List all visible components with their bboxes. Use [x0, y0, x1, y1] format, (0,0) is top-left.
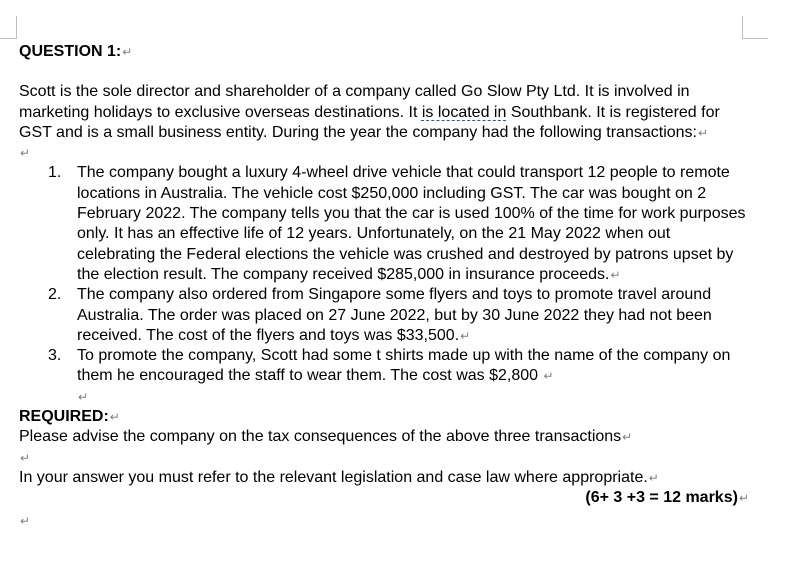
required-instruction: Please advise the company on the tax consequences of the above three transactions↵: [19, 428, 633, 446]
blank-paragraph: [19, 387, 749, 407]
list-number: 2.: [48, 286, 62, 304]
paragraph-mark-icon: ↵: [543, 369, 554, 384]
paragraph-mark-icon: ↵: [648, 470, 659, 485]
paragraph-mark-icon: ↵: [20, 146, 31, 161]
grammar-flag[interactable]: is located in: [421, 103, 507, 121]
paragraph-mark-icon: ↵: [622, 430, 633, 445]
document-body[interactable]: [19, 42, 749, 531]
required-heading: REQUIRED:↵: [19, 408, 120, 426]
paragraph-mark-icon: ↵: [122, 45, 133, 59]
margin-corner-top-left: [0, 38, 16, 39]
blank-paragraph: [19, 143, 749, 163]
blank-paragraph: [19, 511, 749, 531]
question-heading: QUESTION 1:↵: [19, 43, 133, 60]
blank-paragraph: [19, 448, 749, 468]
required-note: In your answer you must refer to the relevant legislation and case law where appropriate.↵: [19, 468, 659, 486]
list-item: 1. The company bought a luxury 4-wheel drive vehicle that could transport 12 people to remote locations in Australia. The vehicle cost $250,000 including GST. The car was bought on 2 February 2022. The company tells you that the car is used 100% of the time for work purposes only. It has an effective life of 12 years. Unfortunately, on the 21 May 2022 when out celebrating the Federal elections the vehicle was crushed and destroyed by patrons upset by the election result. The company received $285,000 in insurance proceeds.↵: [48, 164, 746, 283]
intro-paragraph: Scott is the sole director and shareholder of a company called Go Slow Pty Ltd. It is involved in marketing holidays to exclusive overseas destinations. It is located in Southbank. It is registered for GST and is a small business entity. During the year the company had the following transactions:↵: [19, 83, 720, 141]
marks-allocation: (6+ 3 +3 = 12 marks)↵: [585, 489, 749, 507]
margin-corner-top-right: [742, 16, 743, 39]
paragraph-mark-icon: ↵: [610, 267, 621, 282]
margin-corner-top-left: [16, 16, 17, 39]
list-number: 1.: [48, 164, 62, 182]
paragraph-mark-icon: ↵: [460, 328, 471, 343]
paragraph-mark-icon: ↵: [20, 450, 31, 465]
paragraph-mark-icon: ↵: [78, 389, 89, 404]
list-item: 3. To promote the company, Scott had some t shirts made up with the name of the company on them he encouraged the staff to wear them. The cost was $2,800 ↵: [48, 347, 731, 385]
list-number: 3.: [48, 347, 62, 365]
transaction-list: [19, 163, 749, 386]
list-item: 2. The company also ordered from Singapore some flyers and toys to promote travel around Australia. The order was placed on 27 June 2022, but by 30 June 2022 they had not been received. The cost of the flyers and toys was $33,500.↵: [48, 286, 712, 344]
paragraph-mark-icon: ↵: [697, 125, 709, 140]
paragraph-mark-icon: ↵: [20, 513, 31, 528]
margin-corner-top-right: [742, 38, 768, 39]
blank-line: [19, 62, 749, 82]
paragraph-mark-icon: ↵: [109, 410, 120, 425]
paragraph-mark-icon: ↵: [738, 491, 749, 506]
